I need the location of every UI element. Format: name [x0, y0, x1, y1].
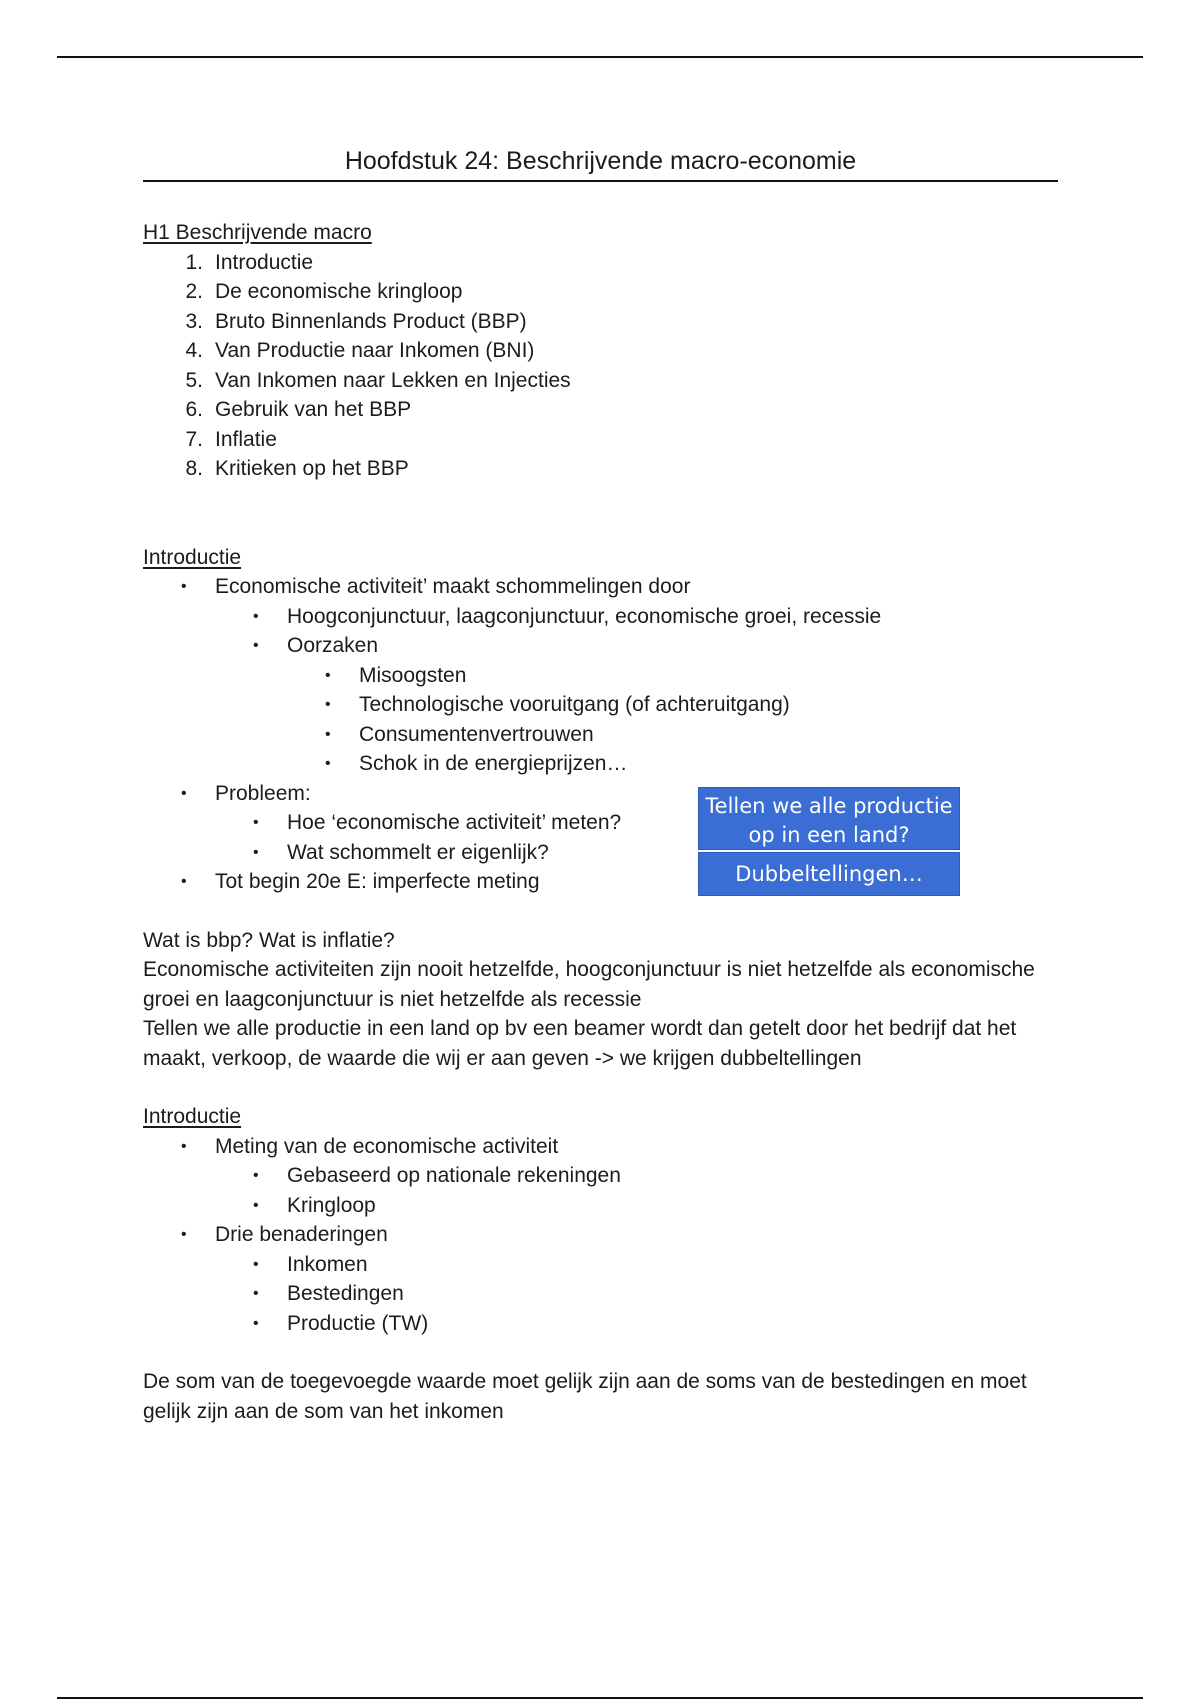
list-item: • Kringloop [215, 1191, 1058, 1221]
list-item: 1. Introductie [185, 250, 314, 274]
list-item: • Schok in de energieprijzen… [287, 749, 1058, 779]
list-item: • Economische activiteit’ maakt schommelingen door • Hoogconjunctuur, laagconjunctuur, economische groei, recessie • Oorzaken • Misoogsten • Technologische vooruitgang (of achteruitgang) • Consumentenvertrouwen • Schok in de energieprijzen… [143, 572, 1058, 779]
page-title: Hoofdstuk 24: Beschrijvende macro-economie [143, 145, 1058, 182]
list-item: • Inkomen [215, 1250, 1058, 1280]
list-item: • Productie (TW) [215, 1309, 1058, 1339]
list-item: • Wat schommelt er eigenlijk? [215, 838, 1058, 868]
list-item: • Consumentenvertrouwen [287, 720, 1058, 750]
callout-slide [698, 787, 960, 896]
section-heading-introductie-2: Introductie [143, 1105, 242, 1128]
bullet-icon: • [181, 784, 187, 802]
bullet-icon: • [325, 755, 331, 772]
bullet-icon: • [253, 843, 259, 861]
bullet-icon: • [253, 1196, 259, 1214]
conclusion-paragraph: De som van de toegevoegde waarde moet gelijk zijn aan de soms van de bestedingen en moet gelijk zijn aan de som van het inkomen [143, 1370, 1027, 1423]
bullet-list [143, 1132, 1058, 1339]
list-item: 3. Bruto Binnenlands Product (BBP) [185, 309, 527, 333]
bullet-icon: • [325, 696, 331, 713]
list-item: • Tot begin 20e E: imperfecte meting [143, 867, 1058, 897]
list-item: • Gebaseerd op nationale rekeningen [215, 1161, 1058, 1191]
list-item: • Hoogconjunctuur, laagconjunctuur, economische groei, recessie [215, 602, 1058, 632]
list-item: 6. Gebruik van het BBP [185, 398, 412, 421]
bullet-icon: • [253, 1314, 259, 1332]
list-item: 2. De economische kringloop [185, 280, 463, 303]
bullet-icon: • [253, 637, 259, 654]
document-body [143, 145, 1058, 1426]
toc-list [143, 248, 1058, 484]
list-item: 5. Van Inkomen naar Lekken en Injecties [185, 368, 571, 392]
list-item: • Hoe ‘economische activiteit’ meten? [215, 808, 1058, 838]
bullet-icon: • [253, 1167, 259, 1184]
section-heading-introductie: Introductie [143, 545, 242, 569]
list-item: 7. Inflatie [185, 427, 277, 451]
bullet-icon: • [181, 1226, 187, 1243]
list-item: • Meting van de economische activiteit • Gebaseerd op nationale rekeningen • Kringloop [143, 1132, 1058, 1221]
callout-answer: Dubbeltellingen… [698, 852, 960, 896]
list-item: • Technologische vooruitgang (of achteruitgang) [287, 690, 1058, 720]
bullet-icon: • [181, 578, 187, 595]
list-item: • Oorzaken • Misoogsten • Technologische vooruitgang (of achteruitgang) • Consumentenvertrouwen • Schok in de energieprijzen… [215, 631, 1058, 779]
note-paragraph: Economische activiteiten zijn nooit hetzelfde, hoogconjunctuur is niet hetzelfde als economische groei en laagconjunctuur is niet hetzelfde als recessie [143, 958, 1035, 1011]
list-item: • Misoogsten [287, 661, 1058, 691]
note-paragraph: Tellen we alle productie in een land op bv een beamer wordt dan getelt door het bedrijf dat het maakt, verkoop, de waarde die wij er aan geven -> we krijgen dubbeltellingen [143, 1017, 1017, 1070]
bullet-icon: • [325, 725, 331, 743]
list-item: • Probleem: • Hoe ‘economische activiteit’ meten? • Wat schommelt er eigenlijk? [143, 779, 1058, 868]
bullet-icon: • [253, 607, 259, 625]
header-rule [57, 56, 1143, 58]
note-question: Wat is bbp? Wat is inflatie? [143, 928, 395, 952]
toc-heading: H1 Beschrijvende macro [143, 221, 372, 244]
list-item: • Bestedingen [215, 1279, 1058, 1309]
list-item: • Drie benaderingen • Inkomen • Bestedingen • Productie (TW) [143, 1220, 1058, 1338]
callout-question: Tellen we alle productie op in een land? [698, 787, 960, 850]
bullet-icon: • [325, 666, 331, 684]
bullet-icon: • [253, 1255, 259, 1273]
bullet-icon: • [253, 1285, 259, 1302]
list-item: 4. Van Productie naar Inkomen (BNI) [185, 339, 535, 362]
bullet-icon: • [181, 873, 187, 890]
bullet-icon: • [181, 1137, 187, 1155]
list-item: 8. Kritieken op het BBP [185, 457, 409, 480]
footer-rule [57, 1697, 1143, 1699]
bullet-icon: • [253, 814, 259, 831]
